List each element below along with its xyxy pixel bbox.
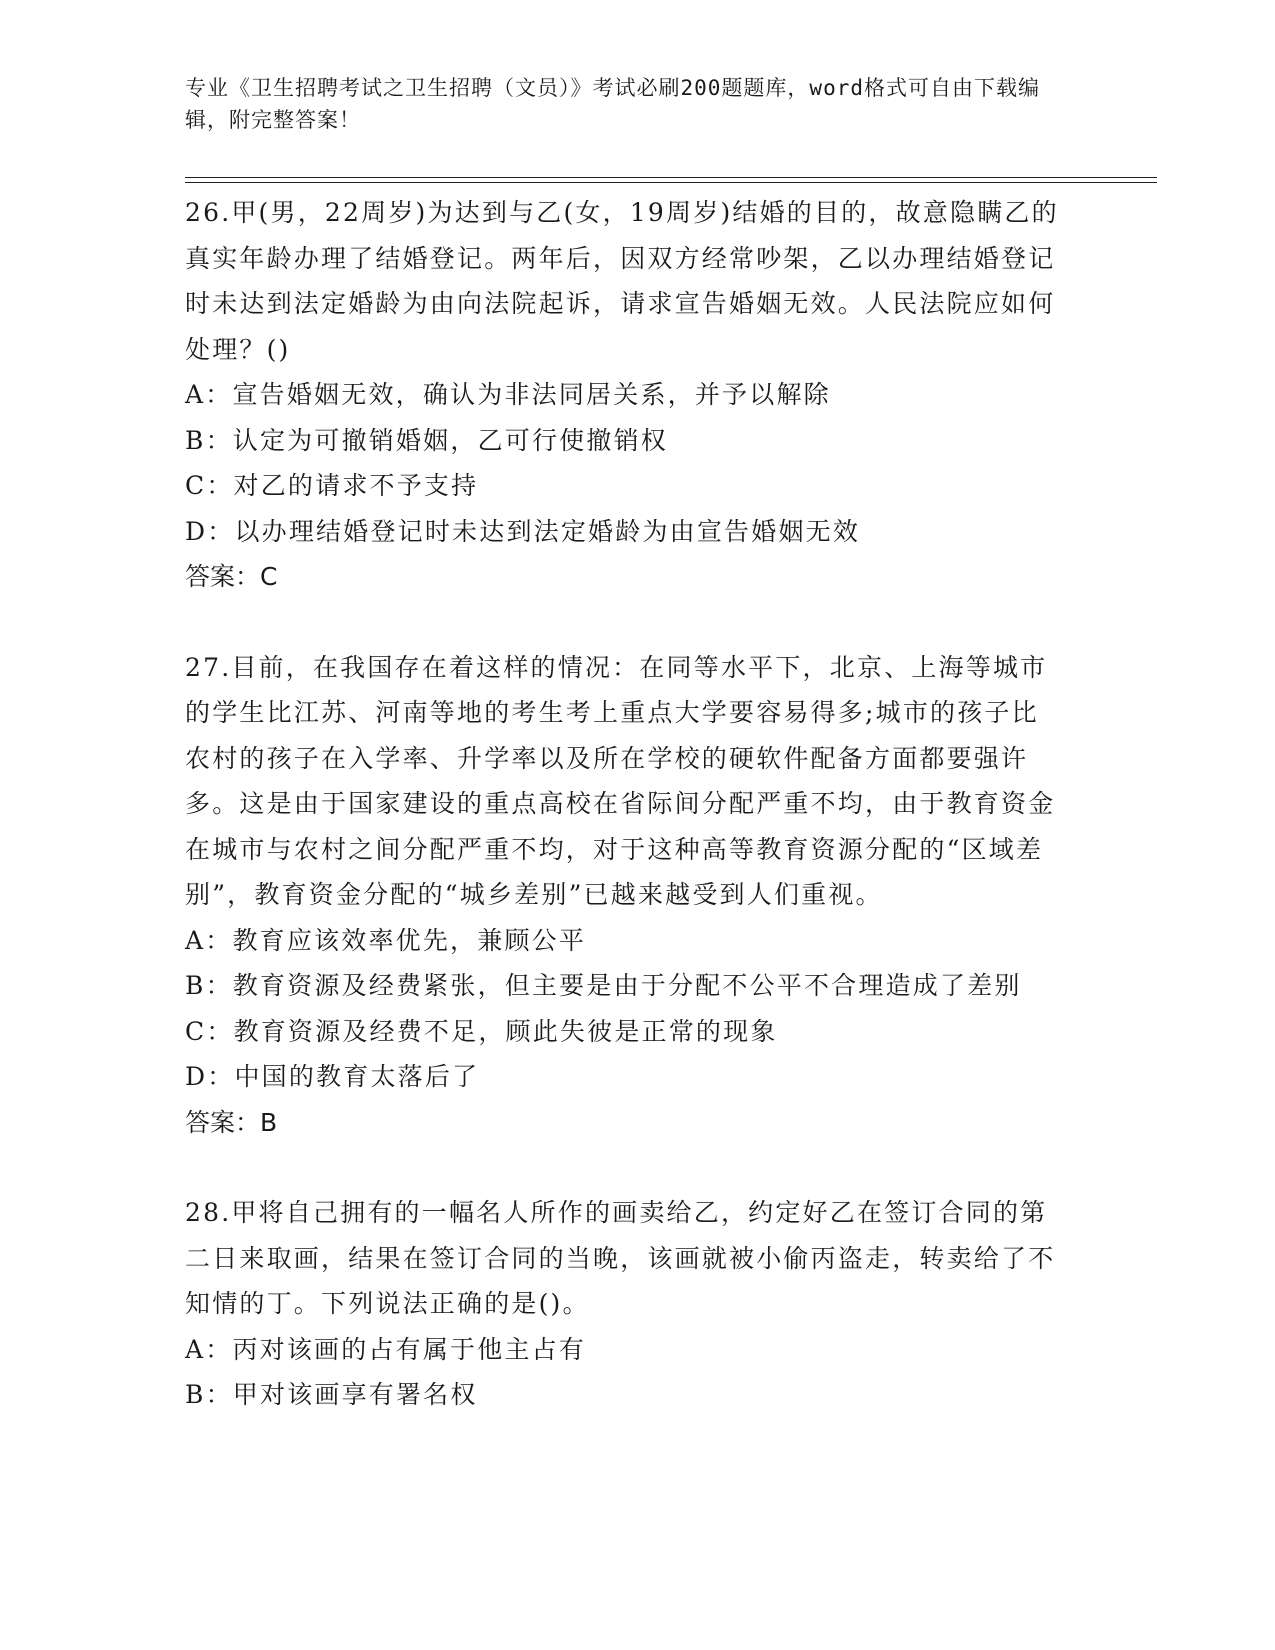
option-b: B：教育资源及经费紧张，但主要是由于分配不公平不合理造成了差别: [185, 971, 1022, 1000]
question-stem: 26.甲(男，22周岁)为达到与乙(女，19周岁)结婚的目的，故意隐瞒乙的真实年龄办理了结婚登记。两年后，因双方经常吵架，乙以办理结婚登记时未达到法定婚龄为由向法院起诉，请求宣告婚姻无效。人民法院应如何处理？(): [185, 198, 1059, 364]
question-spacer: [185, 1145, 1065, 1190]
option-b: B：认定为可撤销婚姻，乙可行使撤销权: [185, 425, 668, 455]
question-27: [185, 645, 1065, 1146]
question-stem: 28.甲将自己拥有的一幅名人所作的画卖给乙，约定好乙在签订合同的第二日来取画，结果在签订合同的当晚，该画就被小偷丙盗走，转卖给了不知情的丁。下列说法正确的是()。: [185, 1198, 1056, 1318]
answer-line: 答案：C: [185, 562, 278, 591]
question-stem: 27.目前，在我国存在着这样的情况：在同等水平下，北京、上海等城市的学生比江苏、河南等地的考生考上重点大学要容易得多;城市的孩子比农村的孩子在入学率、升学率以及所在学校的硬软件配备方面都要强许多。这是由于国家建设的重点高校在省际间分配严重不均，由于教育资金在城市与农村之间分配严重不均，对于这种高等教育资源分配的“区域差别”，教育资金分配的“城乡差别”已越来越受到人们重视。: [185, 652, 1056, 909]
header-divider-top: [185, 177, 1157, 178]
option-b: B：甲对该画享有署名权: [185, 1380, 478, 1409]
option-a: A：宣告婚姻无效，确认为非法同居关系，并予以解除: [185, 380, 831, 409]
option-c: C：教育资源及经费不足，顾此失彼是正常的现象: [185, 1016, 778, 1046]
question-28: [185, 1190, 1065, 1418]
option-d: D：中国的教育太落后了: [185, 1062, 480, 1091]
option-a: A：教育应该效率优先，兼顾公平: [185, 925, 587, 955]
document-header: 专业《卫生招聘考试之卫生招聘（文员）》考试必刷200题题库，word格式可自由下载编辑，附完整答案！: [185, 76, 1040, 132]
answer-line: 答案：B: [185, 1107, 278, 1137]
header-divider-bottom: [185, 182, 1157, 183]
option-c: C：对乙的请求不予支持: [185, 471, 479, 500]
question-list: [185, 190, 1065, 1418]
question-26: [185, 190, 1065, 600]
option-a: A：丙对该画的占有属于他主占有: [185, 1334, 587, 1364]
option-d: D：以办理结婚登记时未达到法定婚龄为由宣告婚姻无效: [185, 516, 861, 546]
question-spacer: [185, 600, 1065, 645]
